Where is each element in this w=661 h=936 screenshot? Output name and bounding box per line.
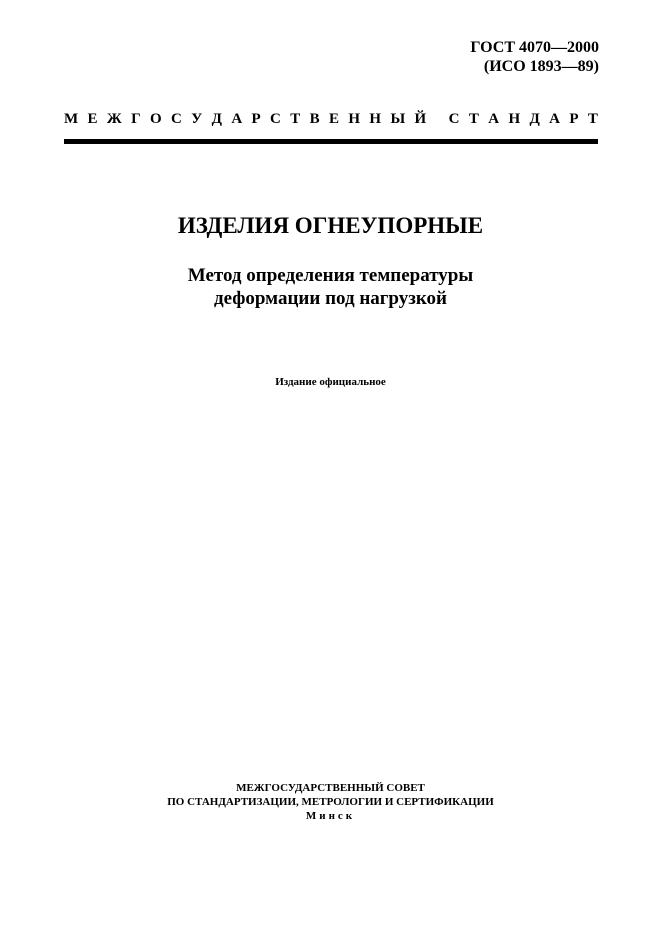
category-letter: Т (290, 111, 301, 127)
iso-reference: (ИСО 1893—89) (483, 58, 599, 75)
category-letter: Т (587, 111, 598, 127)
horizontal-rule (64, 139, 598, 144)
category-letter: С (171, 111, 182, 127)
category-letter: О (150, 111, 162, 127)
category-letter: А (231, 111, 243, 127)
publisher-block (0, 781, 661, 823)
standard-category (64, 110, 598, 128)
publisher-line: ПО СТАНДАРТИЗАЦИИ, МЕТРОЛОГИИ И СЕРТИФИКАЦИИ (167, 796, 494, 808)
category-letter: Р (251, 111, 261, 127)
category-letter: Р (569, 111, 579, 127)
category-letter: Ы (390, 111, 406, 127)
category-letter: А (488, 111, 500, 127)
category-letter: М (64, 111, 79, 127)
word-gap (436, 110, 440, 128)
standard-number-block (470, 38, 599, 76)
category-letter: А (549, 111, 561, 127)
category-letter: Е (329, 111, 340, 127)
category-letter: Д (529, 111, 540, 127)
category-letter: Н (369, 111, 382, 127)
document-title: ИЗДЕЛИЯ ОГНЕУПОРНЫЕ (177, 213, 484, 238)
category-letter: Е (87, 111, 98, 127)
category-letter: Г (131, 111, 141, 127)
category-letter: Н (348, 111, 361, 127)
category-letter: Н (508, 111, 521, 127)
standard-number: ГОСТ 4070—2000 (470, 39, 599, 56)
publisher-city: Минск (305, 810, 356, 822)
edition-note: Издание официальное (275, 376, 386, 388)
category-letter: Д (211, 111, 222, 127)
category-letter: Т (468, 111, 479, 127)
publisher-line: МЕЖГОСУДАРСТВЕННЫЙ СОВЕТ (236, 782, 425, 794)
document-subtitle (0, 264, 661, 310)
category-letter: С (270, 111, 281, 127)
subtitle-line: Метод определения температуры (187, 265, 474, 286)
category-letter: В (309, 111, 320, 127)
category-letter: С (448, 111, 460, 127)
category-letter: У (191, 111, 203, 127)
category-letter: Ж (106, 111, 122, 127)
subtitle-line: деформации под нагрузкой (213, 288, 448, 309)
category-letter: Й (414, 111, 427, 127)
